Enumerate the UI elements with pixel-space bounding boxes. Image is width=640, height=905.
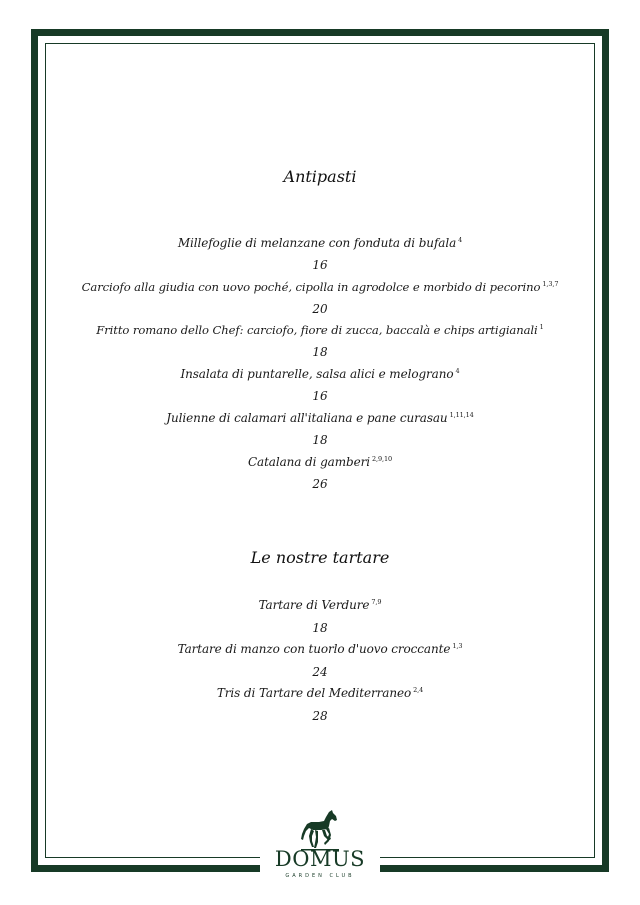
logo-tagline: GARDEN CLUB <box>285 873 355 879</box>
horse-icon <box>299 809 341 851</box>
menu-item <box>45 367 595 381</box>
menu-item-name: Tartare di Verdure <box>258 598 370 612</box>
menu-item-name: Tris di Tartare del Mediterraneo <box>216 686 412 700</box>
menu-item-price: 16 <box>312 258 328 272</box>
menu-item-price: 26 <box>312 477 328 491</box>
allergen-codes: 1,11,14 <box>449 411 474 419</box>
menu-item <box>45 280 595 294</box>
allergen-codes: 7,9 <box>371 598 382 606</box>
menu-item-name: Fritto romano dello Chef: carciofo, fiore di zucca, baccalà e chips artigianali <box>96 323 538 337</box>
menu-item <box>45 642 595 656</box>
menu-item-price: 28 <box>312 709 328 723</box>
menu-item <box>45 236 595 250</box>
menu-item-price: 18 <box>312 345 328 359</box>
menu-item-name: Insalata di puntarelle, salsa alici e melograno <box>180 367 454 381</box>
allergen-codes: 4 <box>455 367 460 375</box>
section-title-antipasti: Antipasti <box>283 167 357 186</box>
allergen-codes: 1 <box>539 323 544 331</box>
allergen-codes: 2,9,10 <box>371 455 393 463</box>
logo-name: DOMUS <box>274 847 366 871</box>
menu-item <box>45 323 595 337</box>
allergen-codes: 1,3,7 <box>542 280 559 288</box>
allergen-codes: 1,3 <box>452 642 463 650</box>
domus-logo <box>260 805 380 885</box>
menu-item <box>45 411 595 425</box>
menu-item <box>45 455 595 469</box>
menu-item-name: Millefoglie di melanzane con fonduta di bufala <box>177 236 457 250</box>
allergen-codes: 2,4 <box>413 686 424 694</box>
section-title-tartare: Le nostre tartare <box>250 548 390 567</box>
menu-item-price: 24 <box>312 665 328 679</box>
menu-item-name: Julienne di calamari all'italiana e pane curasau <box>166 411 448 425</box>
menu-item-price: 20 <box>312 302 328 316</box>
menu-item <box>45 598 595 612</box>
menu-item-price: 16 <box>312 389 328 403</box>
menu-item-name: Tartare di manzo con tuorlo d'uovo croccante <box>177 642 451 656</box>
menu-item-price: 18 <box>312 621 328 635</box>
menu-item-price: 18 <box>312 433 328 447</box>
menu-item <box>45 686 595 700</box>
inner-frame-border <box>45 43 595 858</box>
allergen-codes: 4 <box>458 236 463 244</box>
menu-item-name: Catalana di gamberi <box>247 455 370 469</box>
menu-item-name: Carciofo alla giudia con uovo poché, cipolla in agrodolce e morbido di pecorino <box>81 280 541 294</box>
